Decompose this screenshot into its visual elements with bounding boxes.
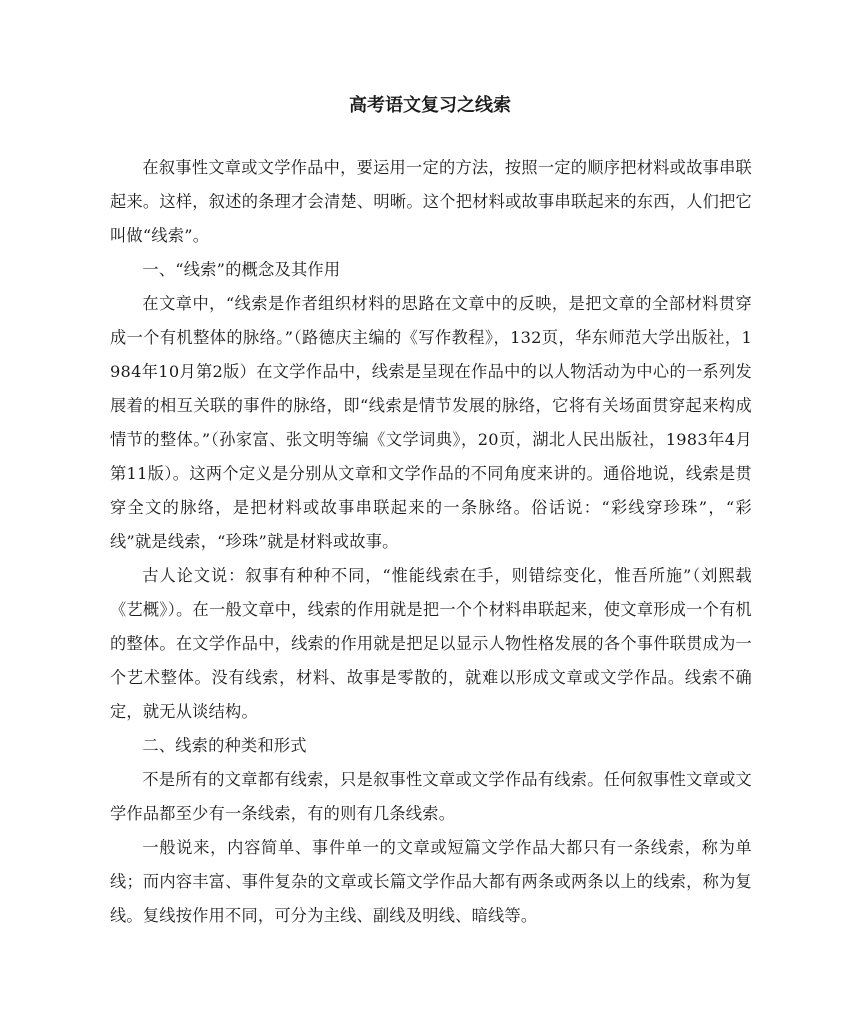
document-body: [110, 151, 752, 933]
paragraph-single-multiple: 一般说来，内容简单、事件单一的文章或短篇文学作品大都只有一条线索，称为单线；而内容丰富、事件复杂的文章或长篇文学作品大都有两条或两条以上的线索，称为复线。复线按作用不同，可分为主线、副线及明线、暗线等。: [110, 838, 752, 925]
paragraph-function: 古人论文说：叙事有种种不同，“惟能线索在手，则错综变化，惟吾所施”（刘熙载《艺概》）。在一般文章中，线索的作用就是把一个个材料串联起来，使文章形成一个有机的整体。在文学作品中，线索的作用就是把足以显示人物性格发展的各个事件联贯成为一个艺术整体。没有线索，材料、故事是零散的，就难以形成文章或文学作品。线索不确定，就无从谈结构。: [110, 566, 752, 721]
section-heading-types: 二、线索的种类和形式: [142, 736, 307, 755]
paragraph-definition: 在文章中，“线索是作者组织材料的思路在文章中的反映，是把文章的全部材料贯穿成一个有机整体的脉络。”（路德庆主编的《写作教程》，132页，华东师范大学出版社，1984年10月第2版）在文学作品中，线索是呈现在作品中的以人物活动为中心的一系列发展着的相互关联的事件的脉络，即“线索是情节发展的脉络，它将有关场面贯穿起来构成情节的整体。”（孙家富、张文明等编《文学词典》，20页，湖北人民出版社，1983年4月第11版）。这两个定义是分别从文章和文学作品的不同角度来讲的。通俗地说，线索是贯穿全文的脉络，是把材料或故事串联起来的一条脉络。俗话说：“彩线穿珍珠”，“彩线”就是线索，“珍珠”就是材料或故事。: [110, 294, 752, 551]
paragraph-narrative-only: 不是所有的文章都有线索，只是叙事性文章或文学作品有线索。任何叙事性文章或文学作品都至少有一条线索，有的则有几条线索。: [110, 770, 752, 823]
paragraph-intro: 在叙事性文章或文学作品中，要运用一定的方法，按照一定的顺序把材料或故事串联起来。这样，叙述的条理才会清楚、明晰。这个把材料或故事串联起来的东西，人们把它叫做“线索”。: [110, 158, 752, 245]
document-title: 高考语文复习之线索: [349, 95, 511, 116]
section-heading-concept: 一、“线索”的概念及其作用: [142, 260, 341, 279]
